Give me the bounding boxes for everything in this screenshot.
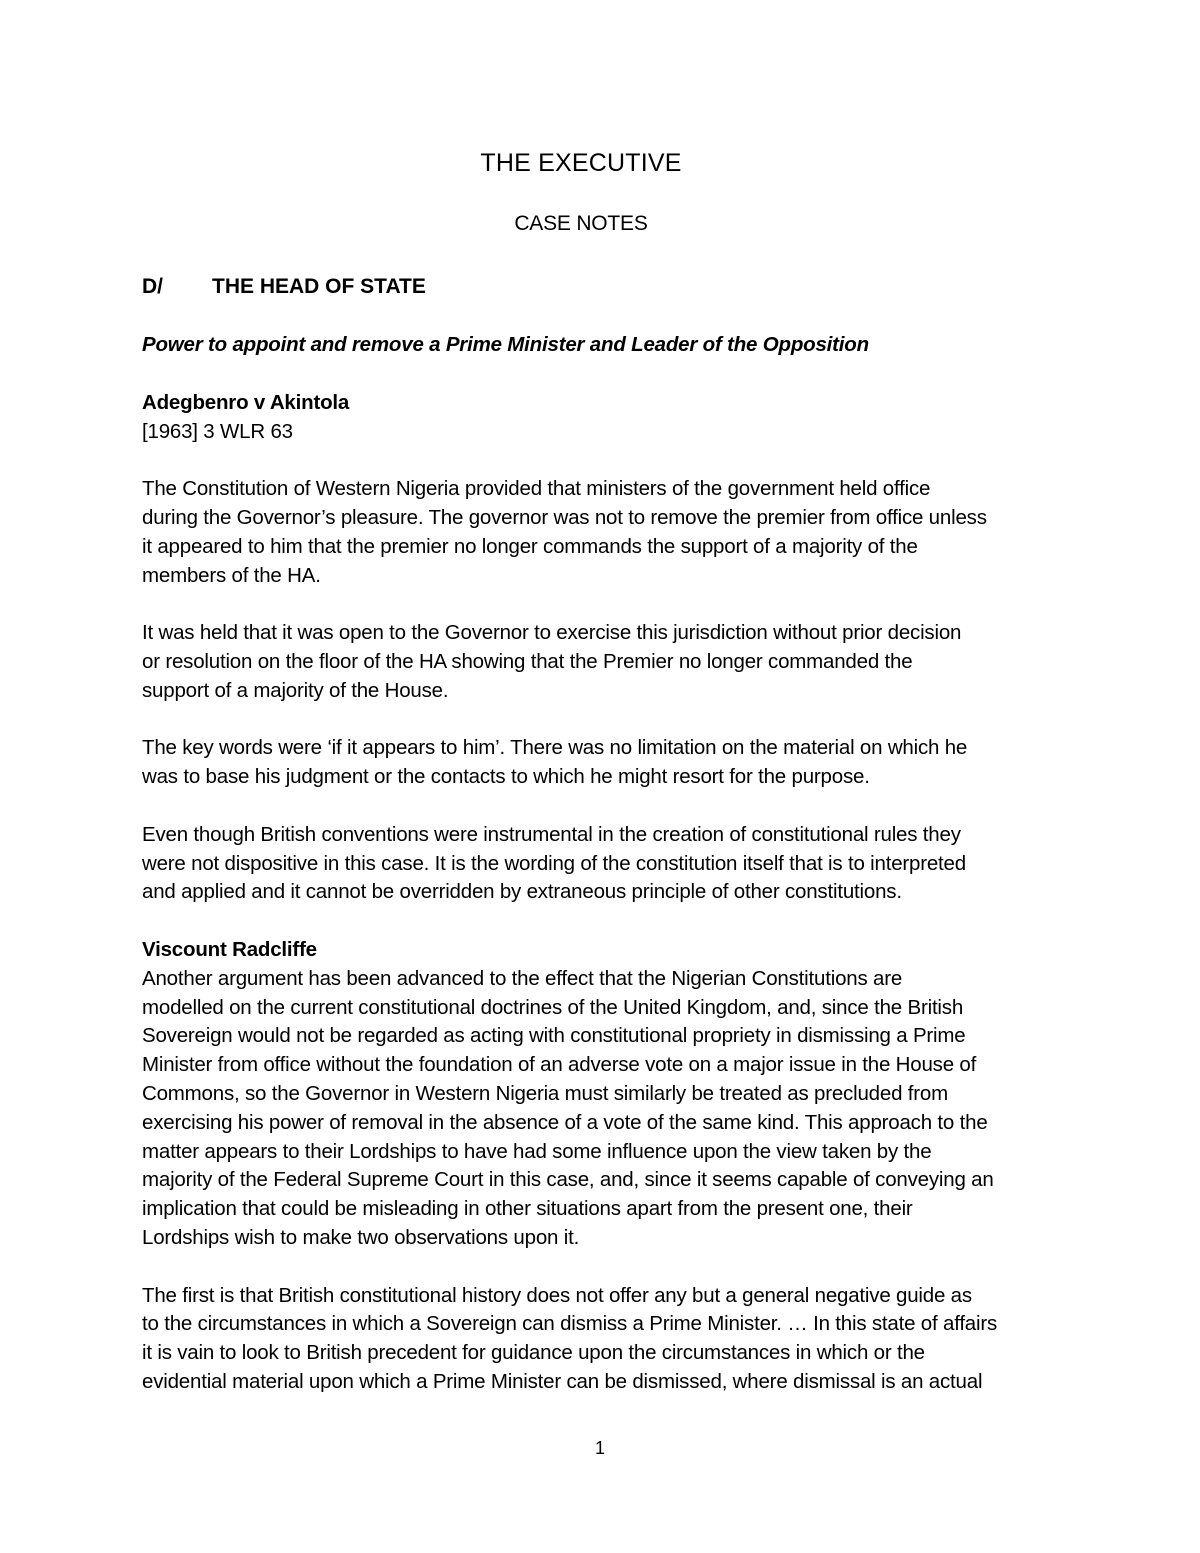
paragraph-line: The Constitution of Western Nigeria provided that ministers of the government held office: [142, 477, 931, 501]
paragraph-line: members of the HA.: [142, 563, 321, 587]
opinion-line: majority of the Federal Supreme Court in this case, and, since it seems capable of conveying an: [142, 1168, 994, 1192]
paragraph-line: to the circumstances in which a Sovereign can dismiss a Prime Minister. … In this state of affairs: [142, 1312, 998, 1336]
opinion-line: matter appears to their Lordships to have had some influence upon the view taken by the: [142, 1139, 932, 1163]
paragraph-line: was to base his judgment or the contacts to which he might resort for the purpose.: [142, 765, 870, 789]
opinion-line: Commons, so the Governor in Western Nigeria must similarly be treated as precluded from: [142, 1081, 948, 1105]
document-subtitle: CASE NOTES: [514, 212, 648, 235]
paragraph-line: it appeared to him that the premier no longer commands the support of a majority of the: [142, 534, 918, 558]
judge-opinion: [142, 936, 1062, 1253]
paragraph-line: during the Governor’s pleasure. The governor was not to remove the premier from office unless: [142, 505, 987, 529]
opinion-line: modelled on the current constitutional doctrines of the United Kingdom, and, since the British: [142, 995, 964, 1019]
section-title: THE HEAD OF STATE: [212, 275, 426, 298]
paragraph-line: It was held that it was open to the Governor to exercise this jurisdiction without prior decision: [142, 621, 962, 645]
topic-heading: Power to appoint and remove a Prime Minister and Leader of the Opposition: [142, 333, 869, 356]
paragraph-line: evidential material upon which a Prime Minister can be dismissed, where dismissal is an actual: [142, 1369, 983, 1393]
document-title: THE EXECUTIVE: [480, 149, 682, 177]
case-citation: [1963] 3 WLR 63: [142, 419, 293, 443]
opinion-line: Another argument has been advanced to the effect that the Nigerian Constitutions are: [142, 966, 903, 990]
paragraph-line: and applied and it cannot be overridden by extraneous principle of other constitutions.: [142, 880, 902, 904]
paragraph: [142, 1282, 1062, 1397]
section-number: D/: [142, 275, 163, 298]
section-heading: [142, 272, 1062, 302]
page-number: 1: [594, 1438, 605, 1458]
paragraph-line: were not dispositive in this case. It is the wording of the constitution itself that is to interpreted: [142, 851, 966, 875]
paragraph-line: it is vain to look to British precedent for guidance upon the circumstances in which or the: [142, 1341, 925, 1365]
paragraph: [142, 619, 1062, 705]
opinion-line: implication that could be misleading in other situations apart from the present one, their: [142, 1197, 913, 1221]
opinion-line: Lordships wish to make two observations upon it.: [142, 1225, 580, 1249]
paragraph-line: The first is that British constitutional history does not offer any but a general negative guide as: [142, 1283, 972, 1307]
opinion-line: Minister from office without the foundation of an adverse vote on a major issue in the House of: [142, 1053, 977, 1077]
paragraph-line: The key words were ‘if it appears to him’. There was no limitation on the material on which he: [142, 736, 968, 760]
paragraph: [142, 734, 1062, 792]
paragraph-line: support of a majority of the House.: [142, 678, 449, 702]
page-content: [142, 145, 1062, 1397]
judge-name: Viscount Radcliffe: [142, 937, 317, 961]
opinion-line: exercising his power of removal in the absence of a vote of the same kind. This approach to the: [142, 1110, 988, 1134]
paragraph: [142, 821, 1062, 907]
case-name: Adegbenro v Akintola: [142, 390, 350, 414]
paragraph-line: or resolution on the floor of the HA showing that the Premier no longer commanded the: [142, 649, 913, 673]
opinion-line: Sovereign would not be regarded as acting with constitutional propriety in dismissing a Prime: [142, 1024, 966, 1048]
paragraph-line: Even though British conventions were instrumental in the creation of constitutional rules they: [142, 822, 961, 846]
paragraph: [142, 475, 1062, 590]
